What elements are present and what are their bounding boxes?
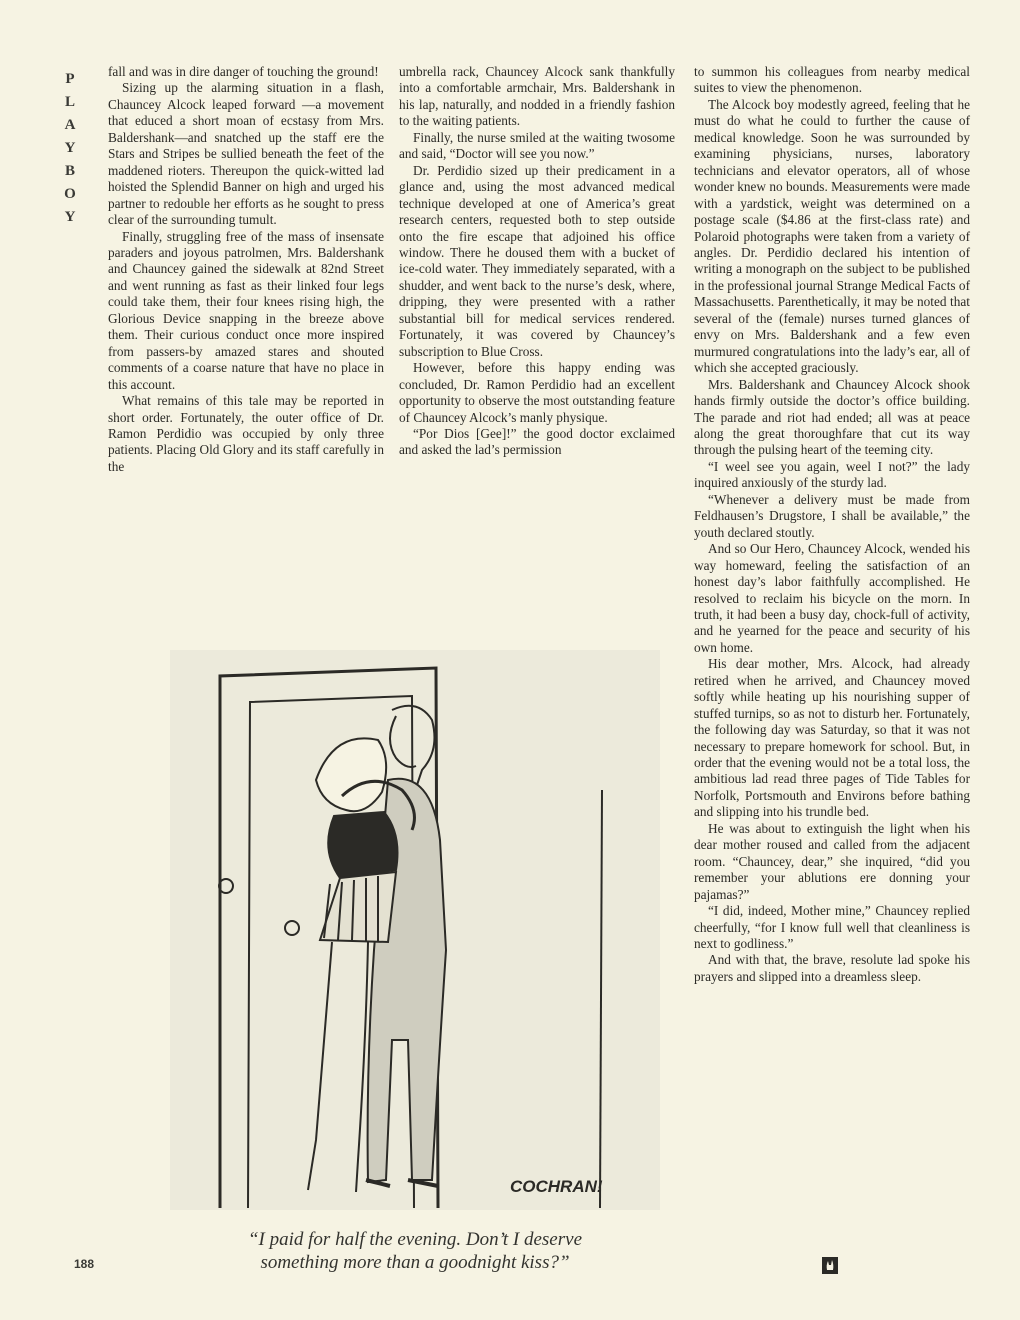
paragraph: “Whenever a delivery must be made from Feldhausen’s Drugstore, I shall be available,” the youth declared stoutly. — [694, 491, 970, 540]
paragraph: to summon his colleagues from nearby medical suites to view the phenomenon. — [694, 64, 970, 96]
paragraph: Mrs. Baldershank and Chauncey Alcock shook hands firmly outside the doctor’s office building. The parade and riot had ended; all was at peace along the great thoroughfare that cut its way through the pulsing heart of the teeming city. — [694, 376, 970, 458]
masthead-letter: Y — [64, 209, 76, 225]
paragraph: The Alcock boy modestly agreed, feeling that he must do what he could to further the cause of medical knowledge. Soon he was surrounded by examining physicians, nurses, laboratory technicians and elevator operators, all of whose wonder knew no bounds. Measurements were made with a yardstick, weight was determined on a postage scale ($4.86 at the first-class rate) and Polaroid photographs were taken from a variety of angles. Dr. Perdidio declared his intention of writing a monograph on the subject to be published in the professional journal Strange Medical Facts of Massachusetts. Parenthetically, it may be noted that several of the (female) nurses turned glances of envy on Mrs. Baldershank and a few even murmured congratulations into the lady’s ear, all of which she accepted graciously. — [694, 96, 970, 376]
woman-top — [328, 812, 397, 878]
page-number: 188 — [74, 1257, 95, 1271]
paragraph: “Por Dios [Gee]!” the good doctor exclaimed and asked the lad’s permission — [399, 425, 675, 458]
paragraph: Finally, the nurse smiled at the waiting twosome and said, “Doctor will see you now.” — [399, 129, 675, 162]
magazine-masthead-vertical — [58, 68, 82, 229]
text-column-1 — [108, 64, 384, 475]
paragraph: Finally, struggling free of the mass of insensate paraders and joyous patrolmen, Mrs. Baldershank and Chauncey gained the sidewalk at 82nd Street and went running as fast as their linked four legs could take them, their four knees rising high, the Glorious Device snapping in the breeze above them. Their curious conduct once more inspired from passers-by amazed stares and shouted comments of a coarse nature that have no place in this account. — [108, 228, 384, 392]
paragraph: “I weel see you again, weel I not?” the lady inquired anxiously of the sturdy lad. — [694, 458, 970, 491]
masthead-letter: Y — [64, 140, 76, 156]
paragraph: And with that, the brave, resolute lad spoke his prayers and slipped into a dreamless sleep. — [694, 952, 970, 984]
caption-line: “I paid for half the evening. Don’t I deserve — [247, 1229, 582, 1250]
masthead-letter: O — [64, 186, 76, 202]
paragraph: However, before this happy ending was concluded, Dr. Ramon Perdidio had an excellent opportunity to observe the most outstanding feature of Chauncey Alcock’s manly physique. — [399, 360, 675, 425]
paragraph: What remains of this tale may be reported in short order. Fortunately, the outer office of Dr. Ramon Perdidio was occupied by only three patients. Placing Old Glory and its staff carefully in the — [108, 393, 384, 474]
artist-signature: COCHRAN! — [510, 1177, 603, 1196]
masthead-letter: L — [64, 94, 75, 110]
masthead-letter: B — [64, 163, 75, 179]
paragraph: umbrella rack, Chauncey Alcock sank thankfully into a comfortable armchair, Mrs. Baldershank in his lap, naturally, and nodded in a friendly fashion to the waiting patients. — [399, 64, 675, 129]
text-column-3 — [694, 64, 970, 985]
paragraph: Sizing up the alarming situation in a flash, Chauncey Alcock leaped forward —a movement that educed a short moan of ecstasy from Mrs. Baldershank—and snatched up the staff ere the Stars and Stripes be sullied beneath the feet of the maddened rioters. Thereupon the quick-witted lad hoisted the Splendid Banner on high and urged his partner to redouble her efforts as he sought to press clear of the surrounding tumult. — [108, 80, 384, 228]
caption-line: something more than a goodnight kiss?” — [260, 1252, 570, 1273]
cartoon-caption — [165, 1228, 665, 1274]
paragraph: He was about to extinguish the light when his dear mother roused and called from the adjacent room. “Chauncey, dear,” she inquired, “did you remember your ablutions ere donning your pajamas?” — [694, 820, 970, 902]
paragraph: And so Our Hero, Chauncey Alcock, wended his way homeward, feeling the satisfaction of an honest day’s labor faithfully accomplished. He resolved to reclaim his bicycle on the morn. In truth, it had been a busy day, chock-full of activity, and he yearned for the peace and security of his own home. — [694, 541, 970, 655]
paragraph: “I did, indeed, Mother mine,” Chauncey replied cheerfully, “for I know full well that cleanliness is next to godliness.” — [694, 903, 970, 952]
masthead-letter: A — [64, 117, 76, 133]
paragraph: Dr. Perdidio sized up their predicament in a glance and, using the most advanced medical technique developed at one of America’s great research centers, requested both to step outside onto the fire escape that adjoined his office window. There he doused them with a bucket of ice-cold water. They immediately separated, with a shudder, and went back to the nurse’s desk, where, dripping, they were presented with a rather substantial bill for medical services rendered. Fortunately, it was covered by Chauncey’s subscription to Blue Cross. — [399, 162, 675, 359]
paragraph: fall and was in dire danger of touching the ground! — [108, 64, 379, 79]
paragraph: His dear mother, Mrs. Alcock, had already retired when he arrived, and Chauncey moved softly while heating up his nourishing supper of stuffed turnips, so as not to disturb her. Fortunately, the following day was Saturday, so that it was not necessary to prepare homework for school. But, in order that the evening would not be a total loss, the ambitious lad read three pages of Tide Tables for Norfolk, Portsmouth and Environs before bathing and slipping into his trundle bed. — [694, 656, 970, 820]
text-column-2 — [399, 64, 675, 459]
masthead-letter: P — [65, 71, 75, 87]
rabbit-head-end-mark-icon — [822, 1257, 838, 1274]
cartoon-illustration — [170, 620, 660, 1220]
